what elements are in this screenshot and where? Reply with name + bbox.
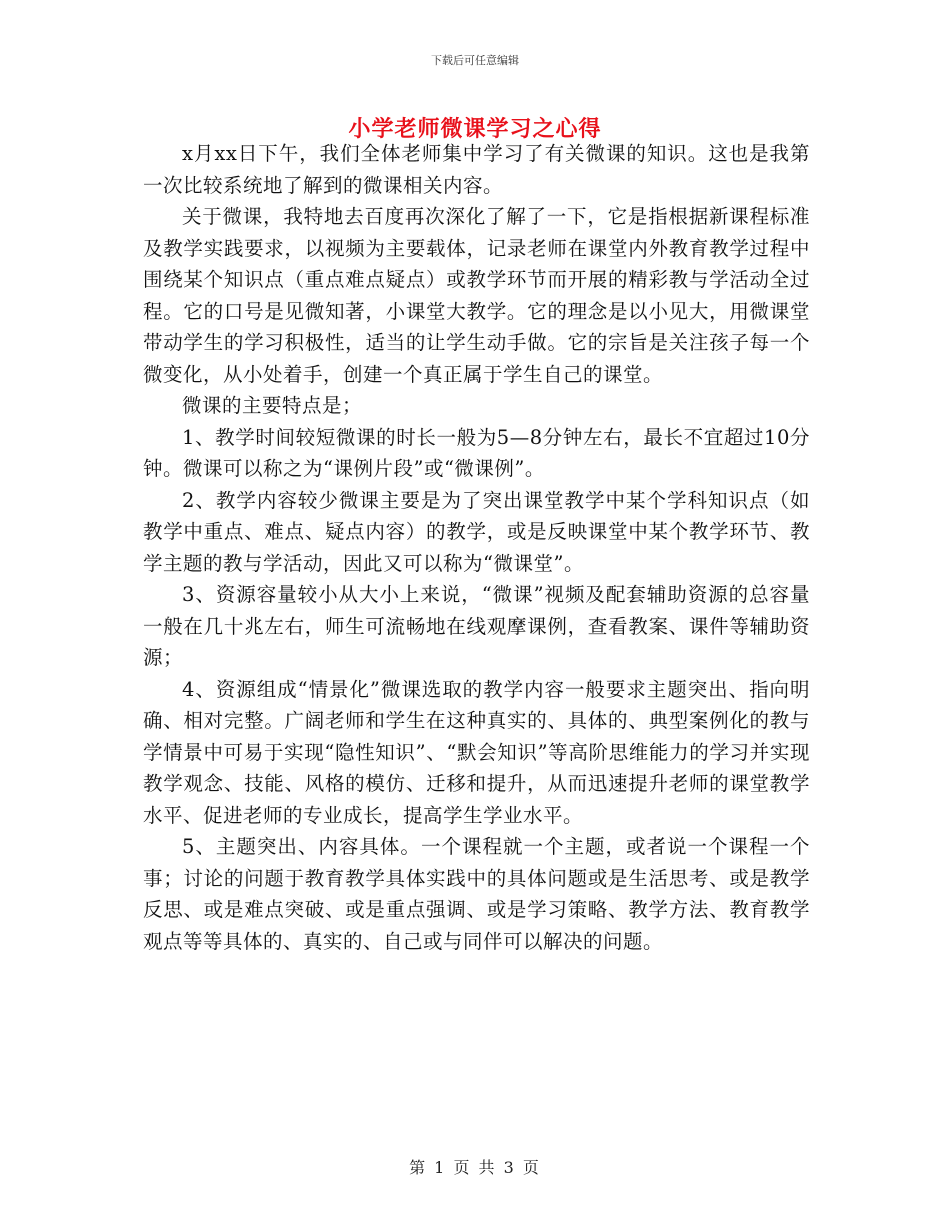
document-body (143, 138, 810, 957)
paragraph-feature-1: 1、教学时间较短微课的时长一般为5—8分钟左右，最长不宜超过10分钟。微课可以称之为“课例片段”或“微课例”。 (143, 425, 810, 480)
paragraph-feature-3: 3、资源容量较小从大小上来说，“微课”视频及配套辅助资源的总容量一般在几十兆左右，师生可流畅地在线观摩课例，查看教案、课件等辅助资源； (143, 583, 810, 669)
paragraph-feature-5: 5、主题突出、内容具体。一个课程就一个主题，或者说一个课程一个事；讨论的问题于教育教学具体实践中的具体问题或是生活思考、或是教学反思、或是难点突破、或是重点强调、或是学习策略、教学方法、教育教学观点等等具体的、真实的、自己或与同伴可以解决的问题。 (143, 835, 810, 953)
paragraph-feature-2: 2、教学内容较少微课主要是为了突出课堂教学中某个学科知识点（如教学中重点、难点、疑点内容）的教学，或是反映课堂中某个教学环节、教学主题的教与学活动，因此又可以称为“微课堂”。 (143, 488, 810, 575)
paragraph-definition: 关于微课，我特地去百度再次深化了解了一下，它是指根据新课程标准及教学实践要求，以视频为主要载体，记录老师在课堂内外教育教学过程中围绕某个知识点（重点难点疑点）或教学环节而开展的精彩教与学活动全过程。它的口号是见微知著，小课堂大教学。它的理念是以小见大，用微课堂带动学生的学习积极性，适当的让学生动手做。它的宗旨是关注孩子每一个微变化，从小处着手，创建一个真正属于学生自己的课堂。 (143, 205, 810, 386)
paragraph-features-heading: 微课的主要特点是； (182, 394, 363, 417)
header-note: 下载后可任意编辑 (431, 54, 519, 67)
paragraph-feature-4: 4、资源组成“情景化”微课选取的教学内容一般要求主题突出、指向明确、相对完整。广阔老师和学生在这种真实的、具体的、典型案例化的教与学情景中可易于实现“隐性知识”、“默会知识”等高阶思维能力的学习并实现教学观念、技能、风格的模仿、迁移和提升，从而迅速提升老师的课堂教学水平、促进老师的专业成长，提高学生学业水平。 (143, 677, 810, 827)
document-title: 小学老师微课学习之心得 (348, 116, 602, 142)
paragraph-intro: x月xx日下午，我们全体老师集中学习了有关微课的知识。这也是我第一次比较系统地了解到的微课相关内容。 (143, 142, 810, 197)
page-number: 第 1 页 共 3 页 (409, 1158, 541, 1177)
